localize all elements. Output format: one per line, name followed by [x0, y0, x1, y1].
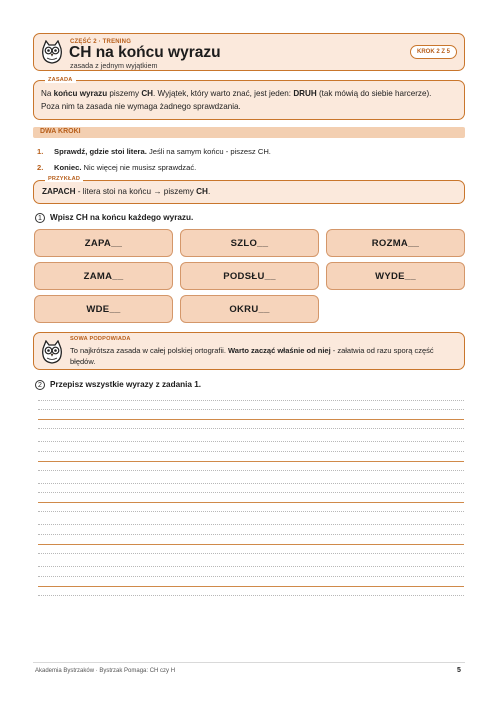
writing-guide-line [38, 483, 464, 484]
header-kicker: CZĘŚĆ 2 · TRENING [70, 39, 132, 45]
section-title: DWA KROKI [40, 128, 81, 135]
rule-tag: ZASADA [45, 77, 76, 83]
writing-guide-line [38, 492, 464, 493]
writing-guide-line [38, 409, 464, 410]
hint-tag: SOWA PODPOWIADA [70, 336, 131, 342]
owl-icon [41, 40, 63, 64]
writing-line[interactable] [38, 586, 464, 587]
writing-line[interactable] [38, 461, 464, 462]
task-number: 2 [35, 380, 45, 390]
rule-text: Na końcu wyrazu piszemy CH. Wyjątek, który warto znać, jest jeden: DRUH (tak mówią do siebie harcerze). Poza nim ta zasada nie wymaga żadnego sprawdzania. [41, 89, 432, 111]
footer-text: Akademia Bystrzaków · Bystrzak Pomaga: CH czy H [35, 668, 176, 674]
writing-guide-line [38, 595, 464, 596]
writing-line[interactable] [38, 419, 464, 420]
word-tile[interactable]: WYDE__ [326, 262, 465, 290]
footer-divider [33, 662, 465, 663]
page-title: CH na końcu wyrazu [69, 44, 221, 61]
step-item: 2. Koniec. Nic więcej nie musisz sprawdzać. [37, 163, 197, 172]
owl-icon [41, 340, 63, 364]
step-item: 1. Sprawdź, gdzie stoi litera. Jeśli na samym końcu - piszesz CH. [37, 147, 271, 156]
word-tile[interactable]: ZAMA__ [34, 262, 173, 290]
writing-guide-line [38, 511, 464, 512]
writing-line[interactable] [38, 544, 464, 545]
writing-guide-line [38, 441, 464, 442]
task-instruction: Przepisz wszystkie wyrazy z zadania 1. [50, 380, 202, 389]
section-bar [33, 127, 465, 138]
writing-guide-line [38, 524, 464, 525]
step-badge: KROK 2 Z 5 [410, 45, 457, 59]
hint-text: To najkrótsza zasada w całej polskiej ortografii. Warto zacząć właśnie od niej - załatwia od razu sporą część błędów. [70, 346, 434, 366]
word-tile[interactable]: WDE__ [34, 295, 173, 323]
writing-guide-line [38, 428, 464, 429]
task-number: 1 [35, 213, 45, 223]
writing-guide-line [38, 553, 464, 554]
word-tile[interactable]: SZLO__ [180, 229, 319, 257]
writing-guide-line [38, 566, 464, 567]
writing-guide-line [38, 534, 464, 535]
task-instruction: Wpisz CH na końcu każdego wyrazu. [50, 213, 194, 222]
writing-line[interactable] [38, 502, 464, 503]
writing-guide-line [38, 576, 464, 577]
writing-guide-line [38, 451, 464, 452]
word-tile[interactable]: PODSŁU__ [180, 262, 319, 290]
example-text: ZAPACH - litera stoi na końcu → piszemy CH. [42, 187, 211, 196]
page-subtitle: zasada z jednym wyjątkiem [70, 61, 158, 70]
example-tag: PRZYKŁAD [45, 176, 83, 182]
word-tile[interactable]: OKRU__ [180, 295, 319, 323]
page-number: 5 [457, 667, 461, 674]
word-tile[interactable]: ROZMA__ [326, 229, 465, 257]
word-tile[interactable]: ZAPA__ [34, 229, 173, 257]
writing-guide-line [38, 400, 464, 401]
writing-guide-line [38, 470, 464, 471]
